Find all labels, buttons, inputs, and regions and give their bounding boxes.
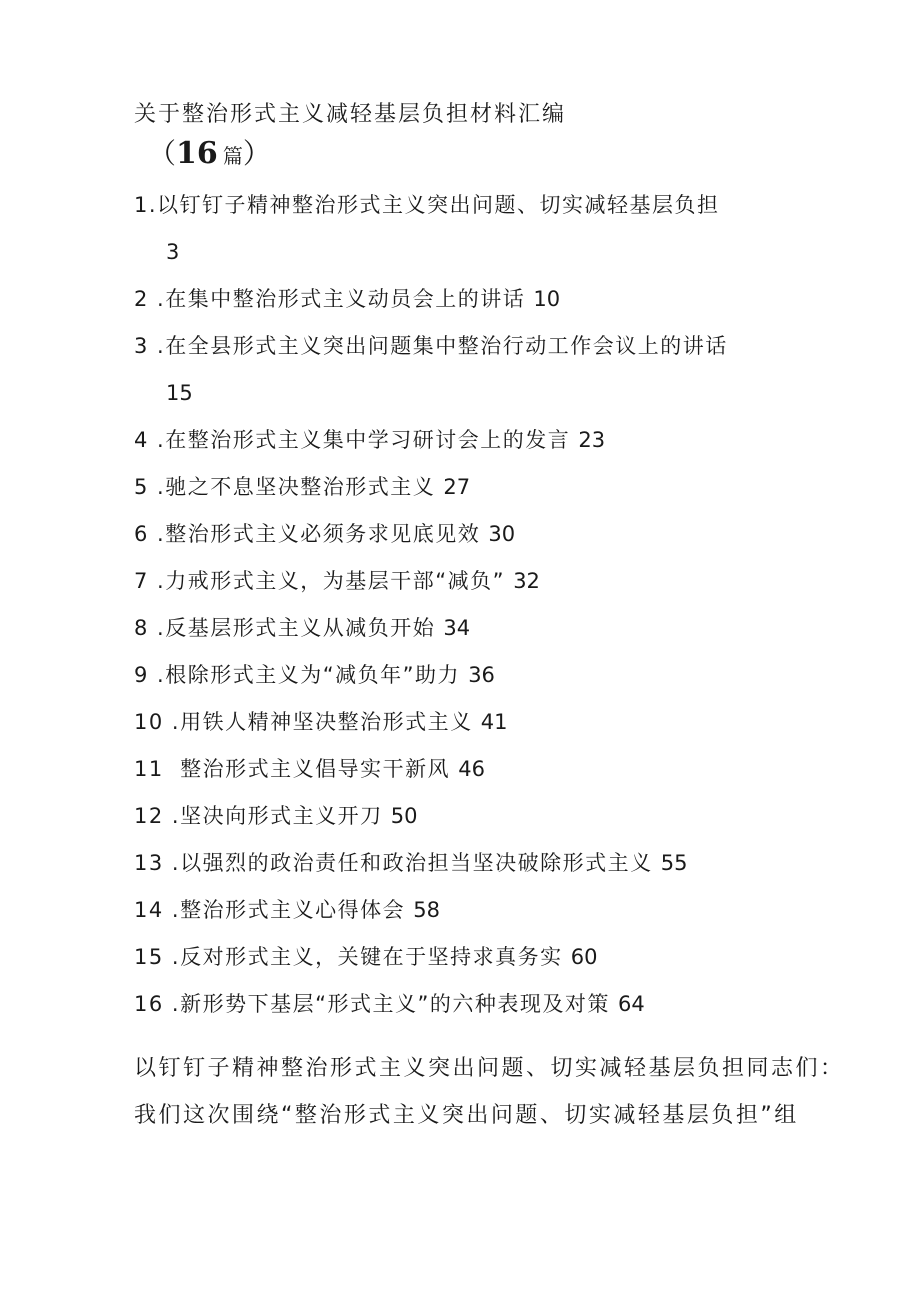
toc-entry-title: 整治形式主义倡导实干新风 xyxy=(180,757,451,781)
toc-entry-page: 32 xyxy=(513,569,540,593)
toc-entry-number: 14 xyxy=(134,898,164,922)
toc-entry-title: 根除形式主义为“减负年”助力 xyxy=(165,663,460,687)
toc-entry xyxy=(134,330,728,362)
toc-entry-page: 23 xyxy=(578,428,606,452)
toc-entry xyxy=(134,424,605,456)
toc-entry xyxy=(134,283,560,315)
toc-entry-separator: . xyxy=(163,945,181,969)
toc-entry-number: 15 xyxy=(134,945,164,969)
toc-entry-title: 在整治形式主义集中学习研讨会上的发言 xyxy=(165,428,571,452)
toc-entry xyxy=(134,941,598,973)
toc-entry-title: 驰之不息坚决整治形式主义 xyxy=(165,475,436,499)
toc-entry-title: 整治形式主义必须务求见底见效 xyxy=(165,522,481,546)
subtitle-open-paren: （ xyxy=(148,137,177,170)
toc-entry-number: 1. xyxy=(134,193,158,217)
toc-entry xyxy=(134,612,470,644)
toc-entry xyxy=(134,988,645,1020)
toc-entry xyxy=(134,471,470,503)
toc-entry-page: 58 xyxy=(413,898,441,922)
toc-entry xyxy=(134,847,688,879)
toc-entry xyxy=(134,706,508,738)
toc-entry-number: 3 xyxy=(134,334,149,358)
toc-entry-number: 12 xyxy=(134,804,164,828)
body-paragraph-line: 以钉钉子精神整治形式主义突出问题、切实减轻基层负担同志们： xyxy=(134,1056,845,1081)
toc-entry-separator: . xyxy=(148,334,166,358)
toc-entry-separator xyxy=(164,757,180,781)
toc-entry xyxy=(134,565,540,597)
subtitle-close-paren: ） xyxy=(242,137,271,170)
toc-entry-separator: . xyxy=(163,851,181,875)
subtitle-count: 16 xyxy=(176,136,218,171)
toc-entry-separator: . xyxy=(148,522,166,546)
toc-entry-number: 8 xyxy=(134,616,149,640)
toc-entry-number: 4 xyxy=(134,428,149,452)
toc-entry-number: 16 xyxy=(134,992,164,1016)
toc-entry-number: 6 xyxy=(134,522,149,546)
toc-entry xyxy=(134,753,485,785)
toc-entry-title: 坚决向形式主义开刀 xyxy=(180,804,383,828)
toc-entry-title: 新形势下基层“形式主义”的六种表现及对策 xyxy=(180,992,610,1016)
toc-entry-title: 在全县形式主义突出问题集中整治行动工作会议上的讲话 xyxy=(165,334,728,358)
toc-entry-separator: . xyxy=(163,898,181,922)
toc-entry-number: 9 xyxy=(134,663,149,687)
toc-entry-number: 13 xyxy=(134,851,164,875)
toc-entry-title: 力戒形式主义，为基层干部“减负” xyxy=(165,569,505,593)
toc-entry-page: 41 xyxy=(480,710,508,734)
toc-entry-number: 11 xyxy=(134,757,164,781)
toc-entry-title: 在集中整治形式主义动员会上的讲话 xyxy=(165,287,526,311)
toc-entry-page: 10 xyxy=(533,287,561,311)
toc-entry-separator: . xyxy=(148,569,166,593)
toc-entry-title: 用铁人精神坚决整治形式主义 xyxy=(180,710,473,734)
toc-entry-separator: . xyxy=(163,710,181,734)
toc-entry-title: 反对形式主义，关键在于坚持求真务实 xyxy=(180,945,563,969)
body-paragraph-line: 我们这次围绕“整治形式主义突出问题、切实减轻基层负担”组 xyxy=(134,1103,799,1128)
toc-entry-separator: . xyxy=(148,428,166,452)
toc-entry-number: 10 xyxy=(134,710,164,734)
toc-entry-separator: . xyxy=(148,475,166,499)
toc-entry-page: 50 xyxy=(390,804,418,828)
toc-entry-number: 7 xyxy=(134,569,149,593)
toc-entry-title: 以强烈的政治责任和政治担当坚决破除形式主义 xyxy=(180,851,653,875)
toc-entry-separator: . xyxy=(148,616,166,640)
toc-entry-title: 反基层形式主义从减负开始 xyxy=(165,616,436,640)
toc-entry-page: 36 xyxy=(468,663,495,687)
toc-entry-separator: . xyxy=(148,287,166,311)
toc-entry-number: 5 xyxy=(134,475,149,499)
toc-entry xyxy=(134,800,418,832)
toc-entry xyxy=(134,659,495,691)
toc-entry-page: 15 xyxy=(166,381,193,405)
toc-entry-title: 整治形式主义心得体会 xyxy=(180,898,406,922)
toc-entry-page: 64 xyxy=(618,992,645,1016)
toc-entry xyxy=(134,518,515,550)
toc-entry-separator: . xyxy=(163,804,181,828)
subtitle-word: 篇 xyxy=(222,144,243,168)
toc-entry-page: 30 xyxy=(488,522,516,546)
toc-entry-page: 27 xyxy=(443,475,471,499)
document-subtitle xyxy=(148,136,271,176)
toc-entry-page: 55 xyxy=(660,851,688,875)
toc-entry-page: 46 xyxy=(458,757,486,781)
toc-entry-page: 34 xyxy=(443,616,471,640)
document-title: 关于整治形式主义减轻基层负担材料汇编 xyxy=(134,102,567,127)
toc-entry-separator: . xyxy=(163,992,181,1016)
toc-entry-title: 以钉钉子精神整治形式主义突出问题、切实减轻基层负担 xyxy=(157,193,720,217)
toc-entry xyxy=(134,894,440,926)
toc-entry-page: 60 xyxy=(570,945,598,969)
toc-entry xyxy=(134,189,720,221)
toc-entry-number: 2 xyxy=(134,287,149,311)
toc-entry-page: 3 xyxy=(166,240,180,264)
toc-entry-separator: . xyxy=(148,663,166,687)
